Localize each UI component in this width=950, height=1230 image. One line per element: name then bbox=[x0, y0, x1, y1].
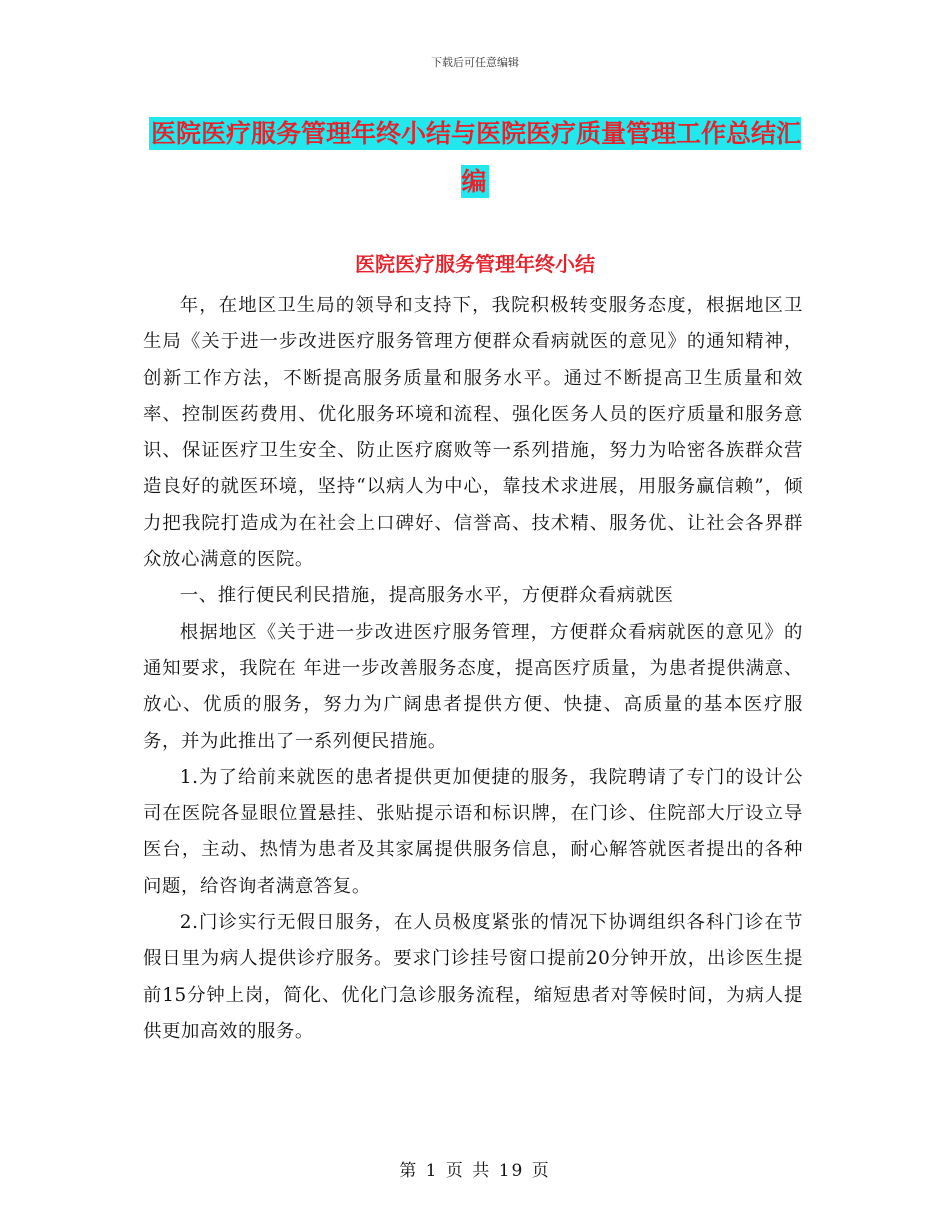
paragraph: 1.为了给前来就医的患者提供更加便捷的服务，我院聘请了专门的设计公司在医院各显眼位置悬挂、张贴提示语和标识牌，在门诊、住院部大厅设立导医台，主动、热情为患者及其家属提供服务信息，耐心解答就医者提出的各种问题，给咨询者满意答复。 bbox=[143, 766, 803, 897]
document-title-text: 医院医疗服务管理年终小结与医院医疗质量管理工作总结汇编 bbox=[150, 119, 801, 196]
paragraph: 一、推行便民利民措施，提高服务水平，方便群众看病就医 bbox=[179, 585, 674, 607]
header-note: 下载后可任意编辑 bbox=[431, 56, 519, 69]
paragraph: 年，在地区卫生局的领导和支持下，我院积极转变服务态度，根据地区卫生局《关于进一步改进医疗服务管理方便群众看病就医的意见》的通知精神，创新工作方法，不断提高服务质量和服务水平。通过不断提高卫生质量和效率、控制医药费用、优化服务环境和流程、强化医务人员的医疗质量和服务意识、保证医疗卫生安全、防止医疗腐败等一系列措施，努力为哈密各族群众营造良好的就医环境，坚持“以病人为中心，靠技术求进展，用服务赢信赖”，倾力把我院打造成为在社会上口碑好、信誉高、技术精、服务优、让社会各界群众放心满意的医院。 bbox=[143, 295, 803, 571]
document-body bbox=[143, 288, 803, 1050]
paragraph: 根据地区《关于进一步改进医疗服务管理，方便群众看病就医的意见》的通知要求，我院在 年进一步改善服务态度，提高医疗质量，为患者提供满意、放心、优质的服务，努力为广阔患者提供方便、快捷、高质量的基本医疗服务，并为此推出了一系列便民措施。 bbox=[143, 621, 803, 752]
page-footer: 第 1 页 共 19 页 bbox=[399, 1161, 551, 1181]
section-title: 医院医疗服务管理年终小结 bbox=[355, 252, 595, 276]
document-title bbox=[140, 110, 810, 206]
paragraph: 2.门诊实行无假日服务，在人员极度紧张的情况下协调组织各科门诊在节假日里为病人提供诊疗服务。要求门诊挂号窗口提前20分钟开放，出诊医生提前15分钟上岗，简化、优化门急诊服务流程，缩短患者对等候时间，为病人提供更加高效的服务。 bbox=[143, 912, 803, 1042]
